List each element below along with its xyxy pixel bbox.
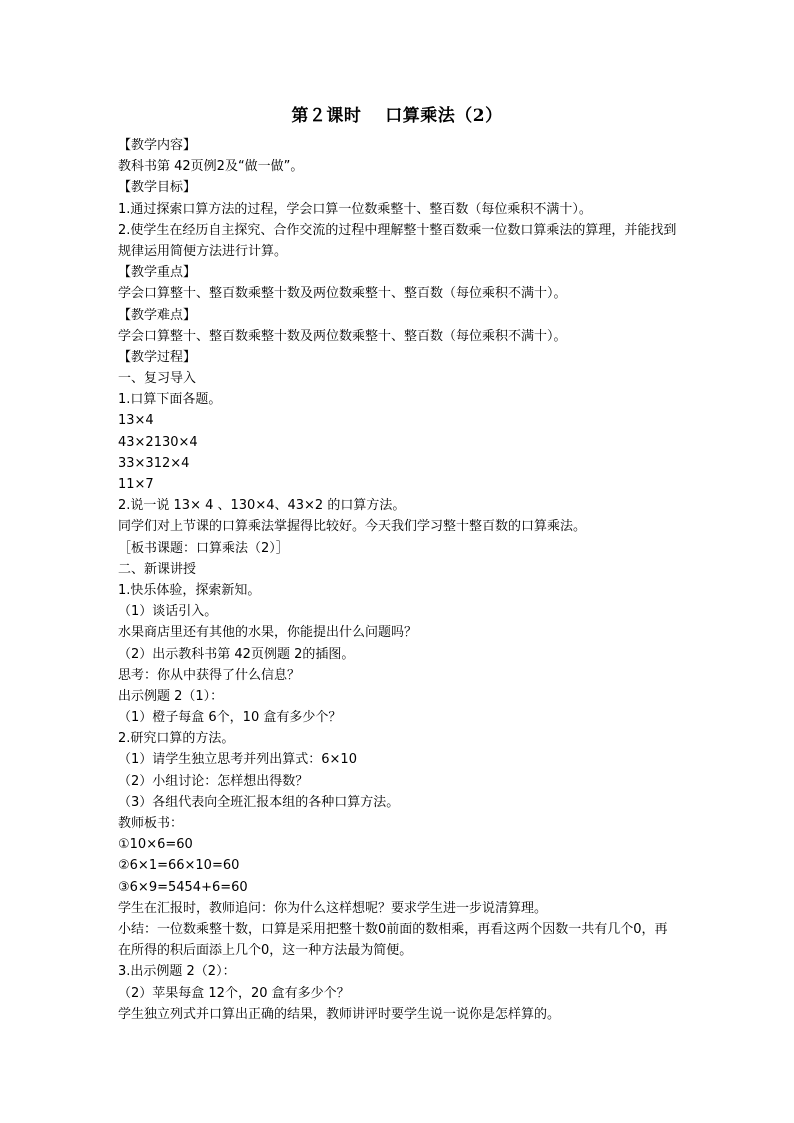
paragraph: 学生在汇报时，教师追问：你为什么这样想呢？要求学生进一步说清算理。 xyxy=(118,900,548,916)
section-heading: 【教学内容】 xyxy=(118,138,197,153)
section-heading: 【教学过程】 xyxy=(118,349,197,365)
equation-line: ①10×6=60 xyxy=(118,837,193,853)
paragraph: 学生独立列式并口算出正确的结果，教师讲评时要学生说一说你是怎样算的。 xyxy=(118,1006,561,1022)
paragraph: 1.通过探索口算方法的过程，学会口算一位数乘整十、整百数（每位乘积不满十）。 xyxy=(118,201,592,217)
equation-line: 13×4 xyxy=(118,413,154,429)
paragraph: 1.快乐体验，探索新知。 xyxy=(118,582,261,598)
equation-line: 33×312×4 xyxy=(118,455,190,471)
paragraph: ［板书课题：口算乘法（2）］ xyxy=(118,540,289,556)
equation-line: 11×7 xyxy=(118,477,154,493)
paragraph: 出示例题 2（1）： xyxy=(118,688,224,704)
document-body xyxy=(118,135,678,1025)
paragraph: 教师板书： xyxy=(118,816,184,832)
paragraph: 2.使学生在经历自主探究、合作交流的过程中理解整十整百数乘一位数口算乘法的算理，并能找到规律运用简便方法进行计算。 xyxy=(118,222,677,259)
equation-line: 43×2130×4 xyxy=(118,434,198,450)
paragraph: 2.研究口算的方法。 xyxy=(118,731,235,747)
paragraph: 二、新课讲授 xyxy=(118,561,197,577)
paragraph: 教科书第 42页例2及“做一做”。 xyxy=(118,159,304,175)
equation-line: ③6×9=5454+6=60 xyxy=(118,879,248,895)
paragraph: 一、复习导入 xyxy=(118,371,197,387)
paragraph: 学会口算整十、整百数乘整十数及两位数乘整十、整百数（每位乘积不满十）。 xyxy=(118,286,567,302)
section-heading: 【教学重点】 xyxy=(118,265,197,281)
paragraph: 思考：你从中获得了什么信息？ xyxy=(118,667,301,683)
paragraph: 2.说一说 13× 4 、130×4、43×2 的口算方法。 xyxy=(118,498,406,514)
paragraph: （1）橙子每盒 6个，10 盒有多少个？ xyxy=(118,710,342,726)
equation-line: ②6×1=66×10=60 xyxy=(118,858,240,874)
paragraph: 同学们对上节课的口算乘法掌握得比较好。今天我们学习整十整百数的口算乘法。 xyxy=(118,519,587,535)
paragraph: 1.口算下面各题。 xyxy=(118,392,222,408)
paragraph: （2）出示教科书第 42页例题 2的插图。 xyxy=(118,646,355,662)
paragraph: 水果商店里还有其他的水果，你能提出什么问题吗？ xyxy=(118,625,418,641)
paragraph: 3.出示例题 2（2）： xyxy=(118,964,236,980)
section-heading: 【教学目标】 xyxy=(118,180,197,196)
paragraph: （1）谈话引入。 xyxy=(118,604,218,620)
paragraph: 小结：一位数乘整十数，口算是采用把整十数0前面的数相乘，再看这两个因数一共有几个0，再在所得的积后面添上几个0，这一种方法最为简便。 xyxy=(118,921,668,959)
paragraph: （3）各组代表向全班汇报本组的各种口算方法。 xyxy=(118,794,400,810)
paragraph: （2）小组讨论：怎样想出得数？ xyxy=(118,773,309,789)
paragraph: （1）请学生独立思考并列出算式：6×10 xyxy=(118,752,357,768)
paragraph: （2）苹果每盒 12个，20 盒有多少个？ xyxy=(118,985,350,1001)
paragraph: 学会口算整十、整百数乘整十数及两位数乘整十、整百数（每位乘积不满十）。 xyxy=(118,328,567,344)
page-title: 第２课时 口算乘法（2） xyxy=(291,106,503,126)
section-heading: 【教学难点】 xyxy=(118,307,197,323)
